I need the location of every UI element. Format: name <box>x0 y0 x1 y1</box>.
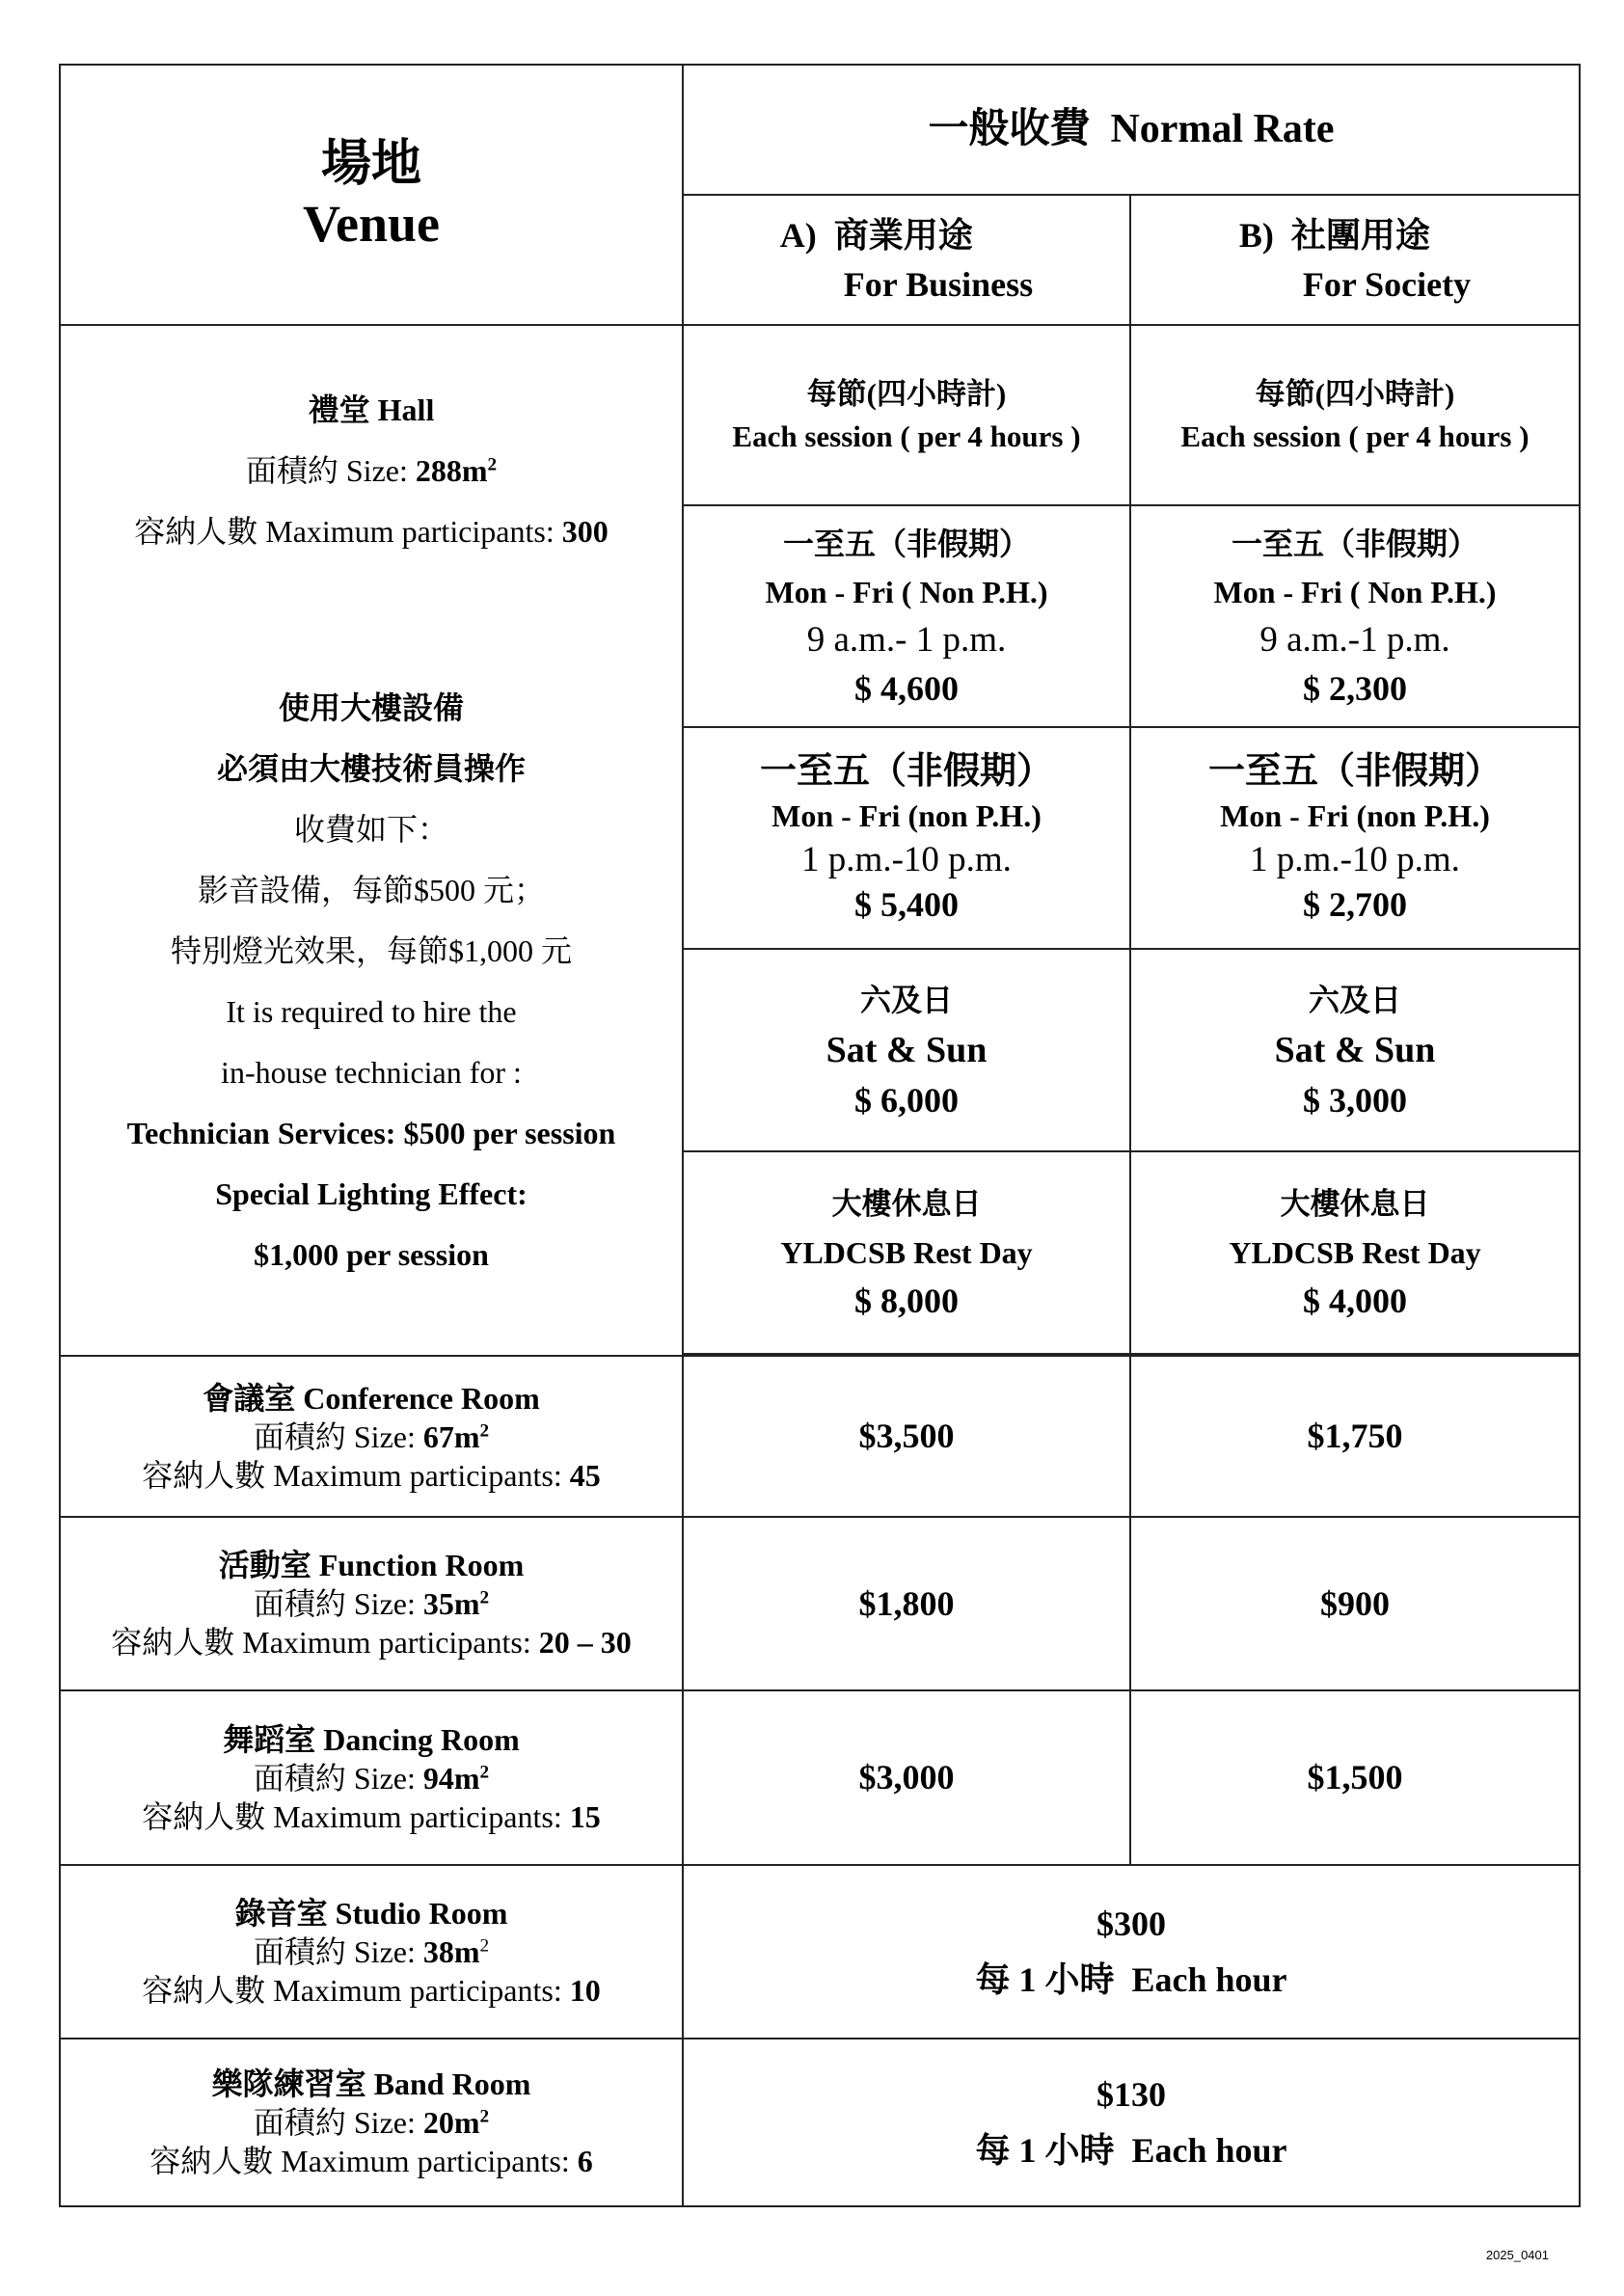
hourly-rate-cell <box>683 1865 1580 2039</box>
hall-name: 禮堂 Hall <box>308 392 435 427</box>
hall-rest-day-society: 大樓休息日 YLDCSB Rest Day $ 4,000 <box>1130 1151 1580 1354</box>
hall-lighting-value: $1,000 per session <box>254 1237 489 1272</box>
hourly-unit: 每 1 小時 Each hour <box>975 2131 1287 2170</box>
room-business-price: $3,000 <box>683 1690 1130 1865</box>
room-venue-cell: 會議室 Conference Room 面積約 Size: $67m^2$ 容納人數 Maximum participants: 45 <box>60 1356 683 1517</box>
venue-header-en: Venue <box>302 194 441 253</box>
room-name: 錄音室 Studio Room <box>234 1896 508 1931</box>
hall-session-society: 每節(四小時計) Each session ( per 4 hours ) <box>1130 325 1580 505</box>
hourly-rate-cell <box>683 2039 1580 2206</box>
room-business-price: $3,500 <box>683 1356 1130 1517</box>
society-header <box>1130 195 1580 325</box>
hall-note-zh-3: 收費如下： <box>293 812 448 847</box>
document-code: 2025_0401 <box>1485 2248 1549 2262</box>
room-name: 活動室 Function Room <box>218 1548 525 1582</box>
business-zh: 商業用途 <box>833 216 973 256</box>
society-letter: B) <box>1238 216 1274 256</box>
room-venue-cell: 舞蹈室 Dancing Room 面積約 Size: $94m^2$ 容納人數 Maximum participants: 15 <box>60 1690 683 1865</box>
room-name: 樂隊練習室 Band Room <box>211 2066 531 2101</box>
hall-weekday-morning-business: 一至五（非假期） Mon - Fri ( Non P.H.) 9 a.m.- 1 p.m. $ 4,600 <box>683 505 1130 727</box>
hall-lighting-label: Special Lighting Effect: <box>215 1176 528 1211</box>
hall-weekday-afternoon-society: 一至五（非假期） Mon - Fri (non P.H.) 1 p.m.-10 p.m. $ 2,700 <box>1130 727 1580 949</box>
room-society-price: $1,750 <box>1130 1356 1580 1517</box>
hall-note-zh-2: 必須由大樓技術員操作 <box>216 751 526 786</box>
hall-note-zh-1: 使用大樓設備 <box>278 690 464 725</box>
society-zh: 社團用途 <box>1290 216 1430 256</box>
hall-note-zh-5: 特別燈光效果，每節$1,000 元 <box>170 933 572 968</box>
hall-note-en-1: It is required to hire the <box>226 994 517 1029</box>
room-society-price: $1,500 <box>1130 1690 1580 1865</box>
rate-table <box>59 64 1581 2207</box>
normal-rate-title: 一般收費 Normal Rate <box>928 107 1335 152</box>
hall-tech-services: Technician Services: $500 per session <box>126 1116 616 1150</box>
room-name: 會議室 Conference Room <box>203 1380 540 1416</box>
room-name: 舞蹈室 Dancing Room <box>223 1721 520 1757</box>
hourly-price: $300 <box>1096 1904 1166 1943</box>
hall-venue-cell <box>60 325 683 1356</box>
room-venue-cell: 活動室 Function Room 面積約 Size: $35m^2$ 容納人數 Maximum participants: 20 – 30 <box>60 1517 683 1690</box>
business-header <box>683 195 1130 325</box>
hall-session-business: 每節(四小時計) Each session ( per 4 hours ) <box>683 325 1130 505</box>
society-en: For Society <box>1302 264 1472 304</box>
hall-weekday-morning-society: 一至五（非假期） Mon - Fri ( Non P.H.) 9 a.m.-1 p.m. $ 2,300 <box>1130 505 1580 727</box>
hall-weekday-afternoon-business: 一至五（非假期） Mon - Fri (non P.H.) 1 p.m.-10 p.m. $ 5,400 <box>683 727 1130 949</box>
room-business-price: $1,800 <box>683 1517 1130 1690</box>
hall-weekend-society: 六及日 Sat & Sun $ 3,000 <box>1130 949 1580 1151</box>
room-society-price: $900 <box>1130 1517 1580 1690</box>
hourly-unit: 每 1 小時 Each hour <box>975 1960 1287 1999</box>
normal-rate-header <box>683 65 1580 195</box>
hall-note-en-2: in-house technician for : <box>221 1055 522 1090</box>
hall-rest-day-business: 大樓休息日 YLDCSB Rest Day $ 8,000 <box>683 1151 1130 1354</box>
venue-header-zh: 場地 <box>320 137 421 193</box>
room-venue-cell: 樂隊練習室 Band Room 面積約 Size: $20m^2$ 容納人數 Maximum participants: 6 <box>60 2039 683 2206</box>
business-letter: A) <box>779 216 817 256</box>
hall-note-zh-4: 影音設備，每節$500 元； <box>197 873 545 907</box>
hall-size: 面積約 Size: $288m^2$ <box>245 453 498 488</box>
hourly-price: $130 <box>1096 2075 1166 2114</box>
hall-weekend-business: 六及日 Sat & Sun $ 6,000 <box>683 949 1130 1151</box>
room-venue-cell: 錄音室 Studio Room 面積約 Size: $38m^2$ 容納人數 Maximum participants: 10 <box>60 1865 683 2039</box>
venue-header-cell <box>60 65 683 325</box>
business-en: For Business <box>843 264 1034 304</box>
hall-capacity: 容納人數 Maximum participants: 300 <box>134 514 609 549</box>
